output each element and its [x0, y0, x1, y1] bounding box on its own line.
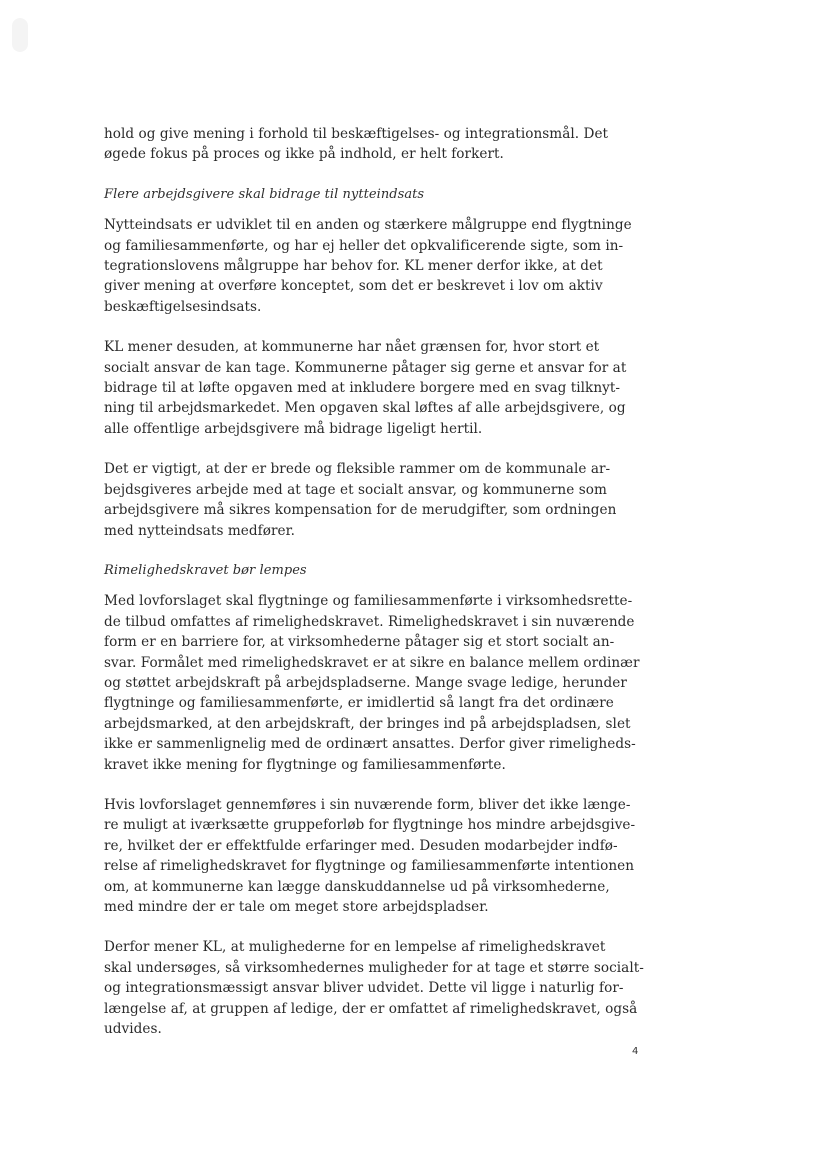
- text-line: hold og give mening i forhold til beskæftigelses- og integrationsmål. Det: [104, 126, 609, 142]
- text-line: alle offentlige arbejdsgivere må bidrage ligeligt hertil.: [104, 420, 483, 437]
- text-line: Hvis lovforslaget gennemføres i sin nuværende form, bliver det ikke længe-: [104, 796, 631, 813]
- text-line: Derfor mener KL, at mulighederne for en lempelse af rimelighedskravet: [104, 939, 606, 956]
- text-line: KL mener desuden, at kommunerne har nået grænsen for, hvor stort et: [104, 339, 600, 356]
- text-line: Det er vigtigt, at der er brede og fleksible rammer om de kommunale ar-: [104, 461, 611, 478]
- paragraph-1: [104, 215, 632, 317]
- text-line: socialt ansvar de kan tage. Kommunerne påtager sig gerne et ansvar for at: [104, 359, 627, 376]
- text-line: ikke er sammenlignelig med de ordinært ansattes. Derfor giver rimeligheds-: [104, 736, 636, 753]
- section-heading-rimelighedskrav: Rimelighedskravet bør lempes: [104, 562, 307, 578]
- text-line: skal undersøges, så virksomhedernes muligheder for at tage et større socialt-: [104, 959, 644, 976]
- text-line: med nytteindsats medfører.: [104, 522, 296, 539]
- text-line: beskæftigelsesindsats.: [104, 298, 262, 315]
- text-line: øgede fokus på proces og ikke på indhold, er helt forkert.: [104, 146, 504, 163]
- paragraph-4: [104, 591, 640, 775]
- page-number: 4: [632, 1046, 639, 1057]
- scan-artifact: [12, 18, 28, 52]
- text-line: tegrationslovens målgruppe har behov for. KL mener derfor ikke, at det: [104, 258, 603, 275]
- text-line: svar. Formålet med rimelighedskravet er at sikre en balance mellem ordinær: [104, 654, 640, 671]
- paragraph-2: [104, 337, 627, 439]
- paragraph-3: [104, 459, 617, 541]
- text-line: re, hvilket der er effektfulde erfaringer med. Desuden modarbejder indfø-: [104, 837, 618, 854]
- text-line: arbejdsmarked, at den arbejdskraft, der bringes ind på arbejdspladsen, slet: [104, 715, 631, 732]
- text-line: om, at kommunerne kan lægge danskuddannelse ud på virksomhederne,: [104, 878, 610, 895]
- text-line: bidrage til at løfte opgaven med at inkludere borgere med en svag tilknyt-: [104, 380, 621, 397]
- text-line: giver mening at overføre konceptet, som det er beskrevet i lov om aktiv: [104, 278, 603, 295]
- text-line: de tilbud omfattes af rimelighedskravet. Rimelighedskravet i sin nuværende: [104, 613, 635, 630]
- intro-paragraph: [104, 124, 609, 165]
- text-line: arbejdsgivere må sikres kompensation for de merudgifter, som ordningen: [104, 502, 617, 519]
- text-line: ning til arbejdsmarkedet. Men opgaven skal løftes af alle arbejdsgivere, og: [104, 400, 626, 417]
- text-line: med mindre der er tale om meget store arbejdspladser.: [104, 899, 489, 915]
- text-line: og støttet arbejdskraft på arbejdspladserne. Mange svage ledige, herunder: [104, 674, 627, 691]
- text-line: og integrationsmæssigt ansvar bliver udvidet. Dette vil ligge i naturlig for-: [104, 980, 624, 997]
- text-line: relse af rimelighedskravet for flygtninge og familiesammenførte intentionen: [104, 858, 635, 875]
- text-line: Nytteindsats er udviklet til en anden og stærkere målgruppe end flygtninge: [104, 217, 632, 234]
- section-heading-nytteindsats: Flere arbejdsgivere skal bidrage til nytteindsats: [104, 186, 425, 202]
- text-line: og familiesammenførte, og har ej heller det opkvalificerende sigte, som in-: [104, 237, 624, 254]
- text-line: form er en barriere for, at virksomhederne påtager sig et stort socialt an-: [104, 634, 615, 651]
- page-body: [104, 124, 644, 1059]
- text-line: kravet ikke mening for flygtninge og familiesammenførte.: [104, 756, 506, 773]
- text-line: udvides.: [104, 1021, 162, 1038]
- text-line: Med lovforslaget skal flygtninge og familiesammenførte i virksomhedsrette-: [104, 593, 633, 610]
- text-line: bejdsgiveres arbejde med at tage et socialt ansvar, og kommunerne som: [104, 481, 607, 498]
- paragraph-5: [104, 795, 636, 917]
- text-line: re muligt at iværksætte gruppeforløb for flygtninge hos mindre arbejdsgive-: [104, 817, 636, 834]
- text-line: længelse af, at gruppen af ledige, der er omfattet af rimelighedskravet, også: [104, 1000, 638, 1017]
- text-line: flygtninge og familiesammenførte, er imidlertid så langt fra det ordinære: [104, 695, 614, 712]
- paragraph-6: [104, 937, 644, 1039]
